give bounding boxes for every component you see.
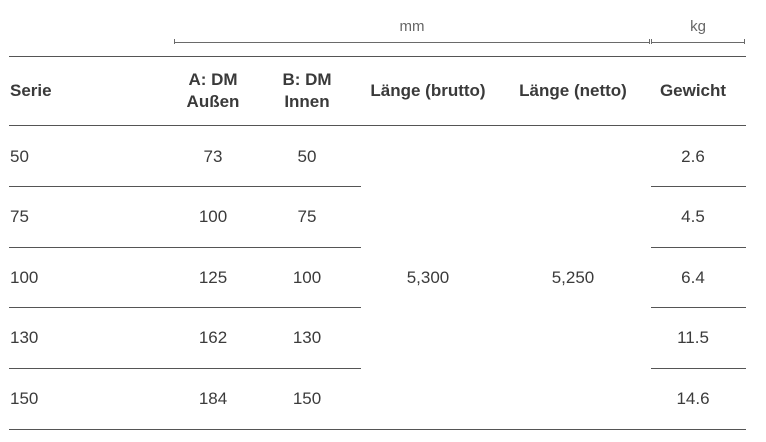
cell-serie: 150 [10, 389, 39, 408]
header-a-dm-line1: A: DM [188, 70, 238, 89]
header-laenge-netto: Länge (netto) [519, 81, 627, 100]
cell-gewicht: 2.6 [681, 146, 705, 166]
cell-serie: 75 [10, 207, 29, 226]
cell-a-dm: 125 [198, 267, 228, 287]
table-bottom-rule [9, 429, 746, 430]
unit-mm-bracket [174, 42, 650, 43]
header-a-dm-line2: Außen [186, 92, 240, 111]
cell-serie: 130 [10, 328, 39, 347]
header-bottom-rule [9, 125, 746, 126]
cell-a-dm: 184 [198, 389, 228, 408]
cell-laenge-netto-merged: 5,250 [551, 268, 595, 287]
cell-serie: 50 [10, 146, 29, 166]
unit-kg-bracket [651, 42, 745, 43]
header-b-dm [262, 57, 352, 125]
header-gewicht: Gewicht [659, 81, 727, 100]
cell-b-dm: 130 [292, 328, 322, 347]
unit-mm-label: mm [399, 18, 425, 35]
cell-a-dm: 100 [198, 207, 228, 226]
cell-gewicht: 14.6 [676, 389, 710, 408]
header-a-dm [168, 57, 258, 125]
header-b-dm-line1: B: DM [282, 70, 332, 89]
cell-b-dm: 50 [297, 146, 317, 166]
header-b-dm-line2: Innen [284, 92, 330, 111]
cell-a-dm: 73 [203, 146, 223, 166]
cell-gewicht: 11.5 [677, 328, 709, 347]
cell-serie: 100 [10, 267, 39, 287]
cell-b-dm: 100 [292, 267, 322, 287]
cell-gewicht: 4.5 [681, 207, 705, 226]
cell-b-dm: 75 [297, 207, 317, 226]
header-serie: Serie [10, 81, 52, 100]
cell-b-dm: 150 [292, 389, 322, 408]
header-laenge-brutto: Länge (brutto) [370, 81, 486, 100]
cell-a-dm: 162 [198, 328, 228, 347]
unit-kg-label: kg [690, 18, 706, 35]
cell-gewicht: 6.4 [681, 267, 705, 287]
cell-laenge-brutto-merged: 5,300 [406, 268, 450, 287]
